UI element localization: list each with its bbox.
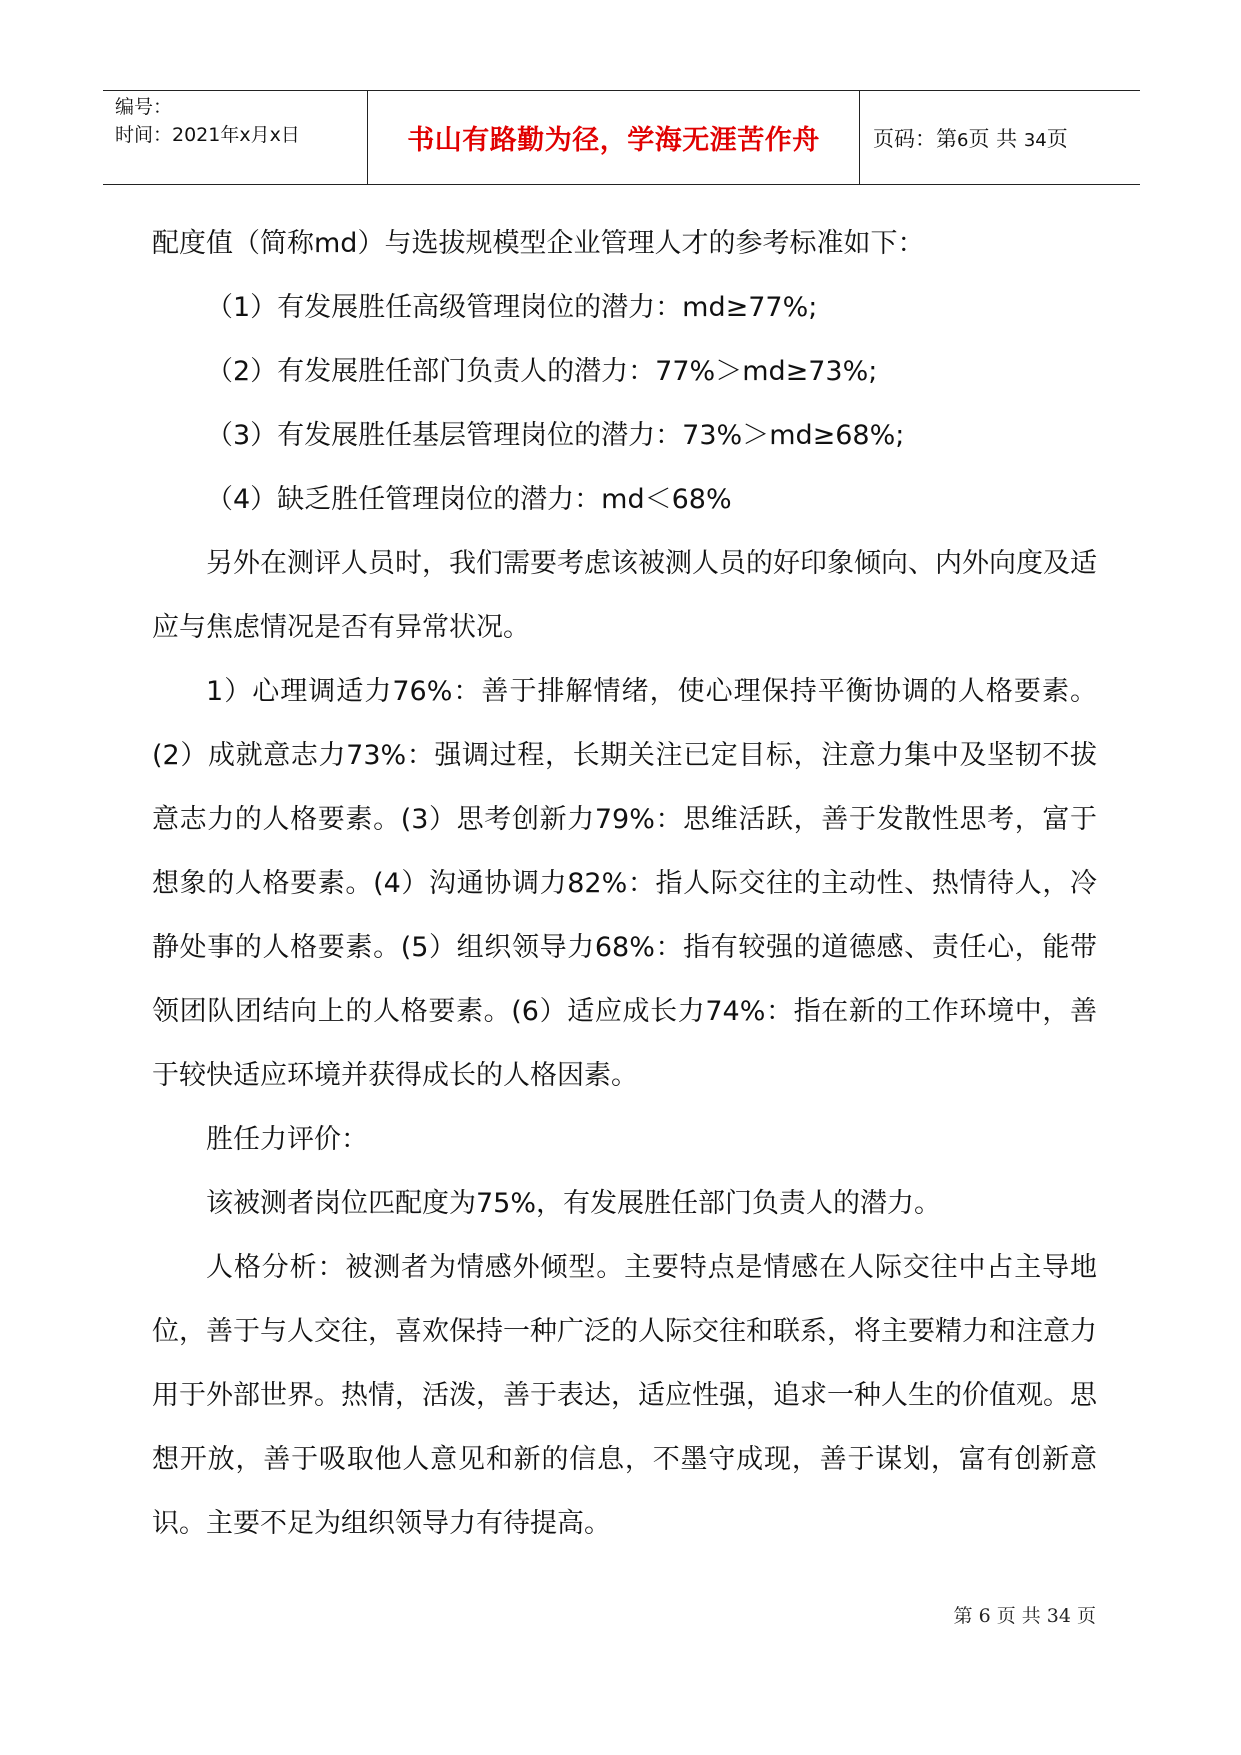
page-footer: 第 6 页 共 34 页	[953, 1605, 1096, 1627]
document-number-label: 编号：	[115, 96, 173, 118]
header-motto: 书山有路勤为径，学海无涯苦作舟	[407, 125, 820, 156]
page-suffix: 页	[1046, 126, 1068, 151]
criteria-item-3: （3）有发展胜任基层管理岗位的潜力：73%＞md≥68%;	[206, 420, 905, 451]
header-info-cell	[103, 91, 368, 184]
competency-heading: 胜任力评价：	[206, 1124, 368, 1155]
page-mid: 页 共	[968, 126, 1018, 151]
paragraph-personality: 人格分析：被测者为情感外倾型。主要特点是情感在人际交往中占主导地位，善于与人交往，喜欢保持一种广泛的人际交往和联系，将主要精力和注意力用于外部世界。热情，活泼，善于表达，适应性强，追求一种人生的价值观。思想开放，善于吸取他人意见和新的信息，不墨守成现，善于谋划，富有创新意识。主要不足为组织领导力有待提高。	[152, 1252, 1097, 1539]
document-body	[152, 212, 1097, 1556]
criteria-item-1: （1）有发展胜任高级管理岗位的潜力：md≥77%;	[206, 292, 818, 323]
paragraph-intro: 配度值（简称md）与选拔规模型企业管理人才的参考标准如下：	[152, 228, 925, 259]
page-current: 6	[957, 129, 969, 151]
paragraph-match: 该被测者岗位匹配度为75%，有发展胜任部门负责人的潜力。	[206, 1188, 942, 1219]
header-page-cell	[860, 91, 1140, 184]
document-time-label: 时间：2021年x月x日	[115, 124, 300, 146]
paragraph-traits: 1）心理调适力76%：善于排解情绪，使心理保持平衡协调的人格要素。(2）成就意志力73%：强调过程，长期关注已定目标，注意力集中及坚韧不拔意志力的人格要素。(3）思考创新力79%：思维活跃，善于发散性思考，富于想象的人格要素。(4）沟通协调力82%：指人际交往的主动性、热情待人，冷静处事的人格要素。(5）组织领导力68%：指有较强的道德感、责任心，能带领团队团结向上的人格要素。(6）适应成长力74%：指在新的工作环境中，善于较快适应环境并获得成长的人格因素。	[152, 676, 1097, 1091]
header-motto-cell	[368, 91, 860, 184]
page-label: 页码：第	[873, 126, 957, 151]
criteria-item-2: （2）有发展胜任部门负责人的潜力：77%＞md≥73%;	[206, 356, 878, 387]
page-header	[103, 90, 1140, 185]
criteria-item-4: （4）缺乏胜任管理岗位的潜力：md＜68%	[206, 484, 732, 515]
paragraph-note: 另外在测评人员时，我们需要考虑该被测人员的好印象倾向、内外向度及适应与焦虑情况是否有异常状况。	[152, 548, 1097, 643]
page-total: 34	[1023, 129, 1047, 151]
header-page-info	[873, 123, 1068, 153]
